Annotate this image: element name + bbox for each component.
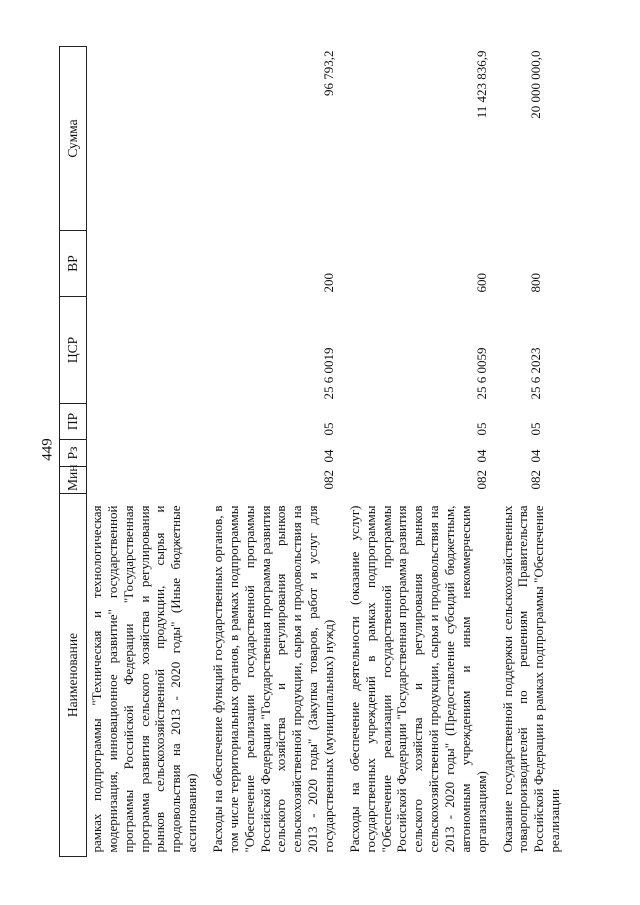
row-name: Расходы на обеспечение деятельности (оказание услуг) государственных учреждений в рамках подпрограммы "Обеспечение реализации государственной программы Российской Федерации "Государственная программа развития сельского хозяйства и регулирования рынков сельскохозяйственной продукции, сырья и продовольствия на 2013 - 2020 годы" (Предоставление субсидий бюджетным, автономным учреждениям и иным некоммерческим организациям) xyxy=(346,505,489,853)
table-row xyxy=(341,47,494,857)
row-sum: 20 000 000,0 xyxy=(527,50,543,119)
row-vr: 200 xyxy=(321,273,337,293)
row-csr: 25 6 2023 xyxy=(527,347,543,400)
row-rz xyxy=(87,440,205,467)
row-rz: 04 xyxy=(473,449,489,463)
budget-table-rotated xyxy=(59,47,581,857)
header-sum: Сумма xyxy=(60,47,87,231)
row-sum: 11 423 836,9 xyxy=(473,50,489,119)
row-pr: 05 xyxy=(321,422,337,436)
page-number: 449 xyxy=(39,438,56,461)
header-pr: ПР xyxy=(60,404,87,440)
row-name: Расходы на обеспечение функций государственных органов, в том числе территориальных органов, в рамках подпрограммы "Обеспечение реализации государственной программы Российской Федерации "Государственная программа развития сельского хозяйства и регулирования рынков сельскохозяйственной продукции, сырья и продовольствия на 2013 - 2020 годы" (Закупка товаров, работ и услуг для государственных (муниципальных) нужд) xyxy=(210,505,337,853)
header-name: Наименование xyxy=(60,494,87,857)
row-csr: 25 6 0059 xyxy=(473,347,489,400)
row-name-cell xyxy=(494,494,563,857)
table-header xyxy=(60,47,87,857)
header-rz: Рз xyxy=(60,440,87,467)
row-name: рамках подпрограммы "Техническая и технологическая модернизация, инновационное развитие" государственной программы Российской Федерации "Государственная программа развития сельского хозяйства и регулирования рынков сельскохозяйственной продукции, сырья и продовольствия на 2013 - 2020 годы" (Иные бюджетные ассигнования) xyxy=(89,505,200,853)
row-vr: 800 xyxy=(527,273,543,293)
row-rz: 04 xyxy=(527,449,543,463)
row-min: 082 xyxy=(527,470,543,490)
row-min xyxy=(87,467,205,494)
table-row xyxy=(87,47,205,857)
header-csr: ЦСР xyxy=(60,297,87,404)
row-csr: 25 6 0019 xyxy=(321,347,337,400)
row-min: 082 xyxy=(473,470,489,490)
row-name: Оказание государственной поддержки сельскохозяйственных товаропроизводителей по решениям Правительства Российской Федерации в рамках подпрограммы "Обеспечение реализации xyxy=(499,505,563,853)
row-vr: 600 xyxy=(473,273,489,293)
row-rz: 04 xyxy=(321,449,337,463)
row-pr: 05 xyxy=(473,422,489,436)
row-vr xyxy=(87,231,205,297)
header-vr: ВР xyxy=(60,231,87,297)
table-row xyxy=(204,47,341,857)
row-csr xyxy=(87,297,205,404)
row-pr: 05 xyxy=(527,422,543,436)
row-sum xyxy=(87,47,205,231)
row-pr xyxy=(87,404,205,440)
budget-table xyxy=(59,46,563,857)
row-min: 082 xyxy=(321,470,337,490)
table-row xyxy=(494,47,548,857)
header-min: Мин xyxy=(60,467,87,494)
row-sum: 96 793,2 xyxy=(321,50,337,96)
